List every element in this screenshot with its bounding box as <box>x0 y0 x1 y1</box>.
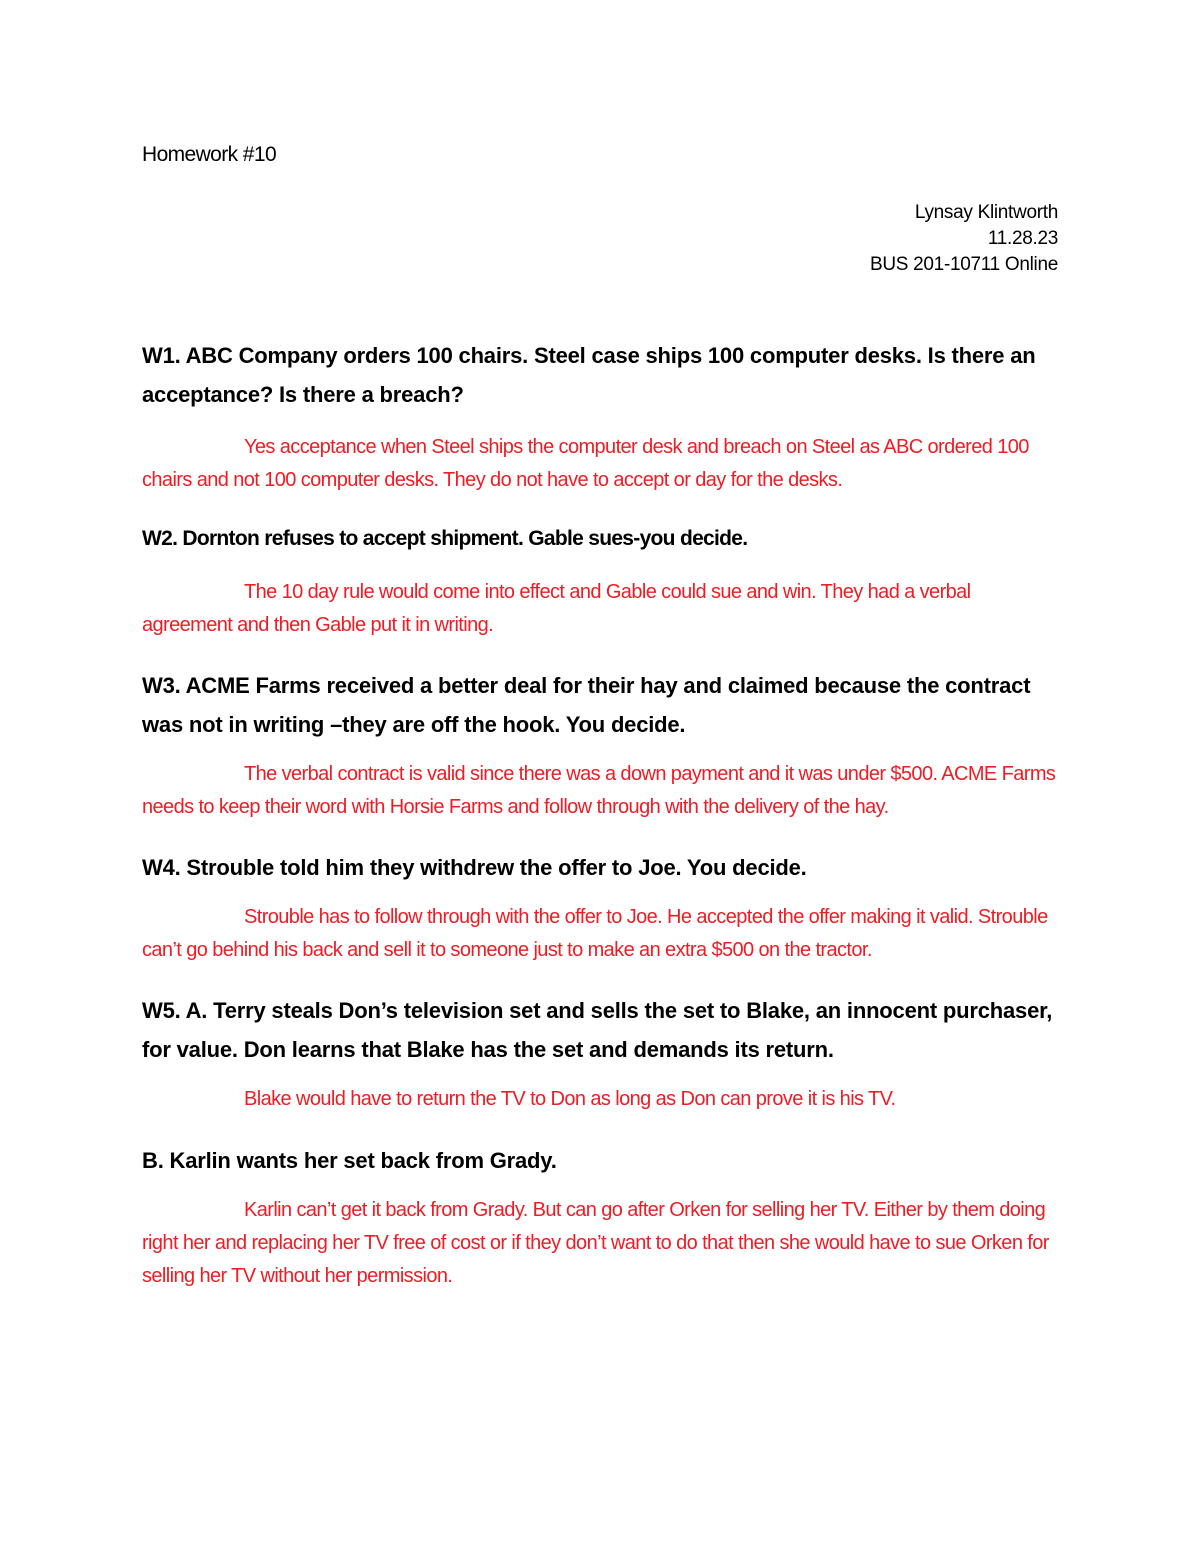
question-w3: W3. ACME Farms received a better deal for their hay and claimed because the contract was not in writing –they are off the hook. You decide. <box>142 673 1031 737</box>
question-w4: W4. Strouble told him they withdrew the offer to Joe. You decide. <box>142 855 807 880</box>
homework-content <box>142 336 1058 1311</box>
question-w5a: W5. A. Terry steals Don’s television set and sells the set to Blake, an innocent purchaser, for value. Don learns that Blake has the set and demands its return. <box>142 998 1053 1062</box>
author-block <box>870 200 1058 278</box>
course-name: BUS 201-10711 Online <box>870 254 1058 275</box>
answer-w2: The 10 day rule would come into effect and Gable could sue and win. They had a verbal agreement and then Gable put it in writing. <box>142 581 971 636</box>
question-w2: W2. Dornton refuses to accept shipment. Gable sues-you decide. <box>142 527 748 550</box>
question-w1: W1. ABC Company orders 100 chairs. Steel case ships 100 computer desks. Is there an acceptance? Is there a breach? <box>142 343 1036 407</box>
answer-w1: Yes acceptance when Steel ships the computer desk and breach on Steel as ABC ordered 100 chairs and not 100 computer desks. They do not have to accept or day for the desks. <box>142 436 1029 491</box>
answer-w5a: Blake would have to return the TV to Don as long as Don can prove it is his TV. <box>244 1088 896 1110</box>
author-name: Lynsay Klintworth <box>914 202 1058 223</box>
answer-w5b: Karlin can’t get it back from Grady. But can go after Orken for selling her TV. Either by them doing right her and replacing her TV free of cost or if they don’t want to do that then she would have to sue Orken for selling her TV without her permission. <box>142 1199 1049 1287</box>
answer-w3: The verbal contract is valid since there was a down payment and it was under $500. ACME Farms needs to keep their word with Horsie Farms and follow through with the delivery of the hay. <box>142 763 1056 818</box>
document-date: 11.28.23 <box>987 228 1058 249</box>
question-w5b: B. Karlin wants her set back from Grady. <box>142 1148 557 1173</box>
answer-w4: Strouble has to follow through with the offer to Joe. He accepted the offer making it valid. Strouble can’t go behind his back and sell it to someone just to make an extra $500 on the tractor. <box>142 906 1048 961</box>
document-title: Homework #10 <box>142 143 277 166</box>
